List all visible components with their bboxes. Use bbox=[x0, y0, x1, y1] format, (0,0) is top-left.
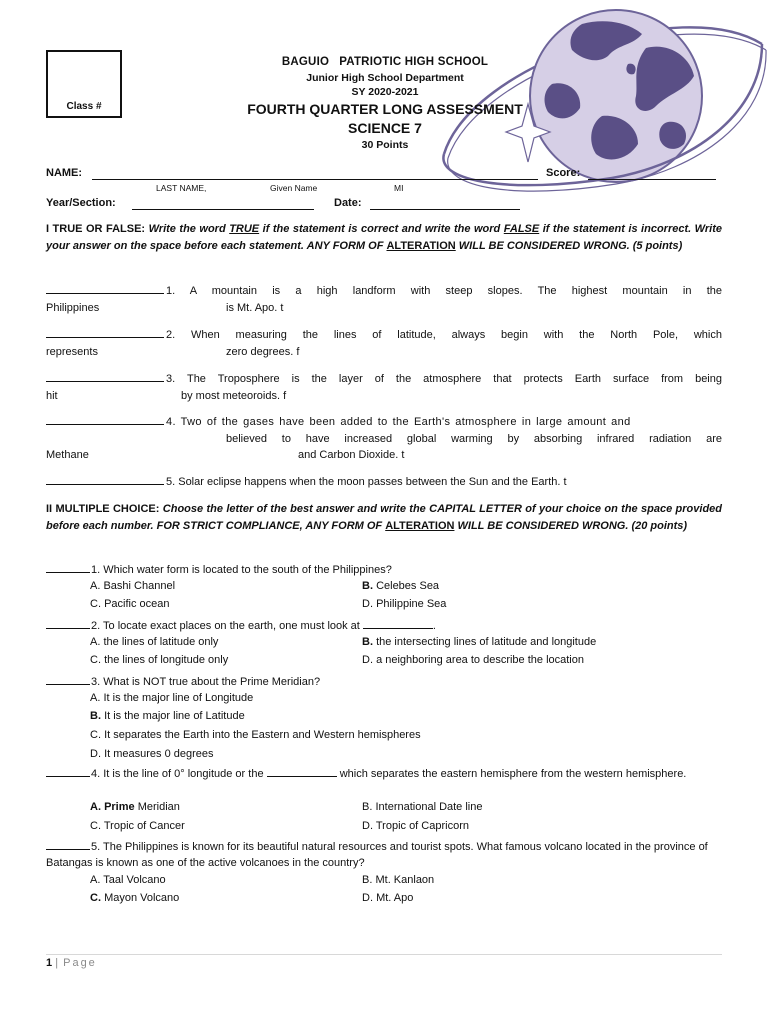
option-a bbox=[90, 692, 253, 704]
option-a bbox=[90, 580, 175, 592]
option-text: Meridian bbox=[137, 801, 180, 813]
last-name-hint: LAST NAME, bbox=[156, 183, 207, 193]
date-field[interactable] bbox=[370, 209, 520, 210]
answer-blank[interactable] bbox=[46, 619, 90, 629]
option-d bbox=[362, 892, 413, 904]
part1-inst-c: if the statement is incorrect. Write your answer on the space before each statement. ANY FORM OF bbox=[46, 223, 722, 252]
option-text: International Date line bbox=[375, 801, 483, 813]
tf-item-text-cont: Methane bbox=[46, 449, 89, 461]
tf-item-text-cont: and Carbon Dioxide. t bbox=[298, 449, 405, 461]
option-d bbox=[362, 820, 469, 832]
given-name-hint: Given Name bbox=[270, 183, 318, 193]
tf-item-text-cont: by most meteoroids. f bbox=[181, 389, 287, 402]
part2-inst-a: Choose the letter of the best answer and write the CAPITAL LETTER of your choice on the space provided before each number. FOR STRICT COMPLIANCE, ANY FORM OF bbox=[46, 503, 722, 532]
option-b bbox=[362, 801, 482, 813]
part1-inst-a: Write the word bbox=[148, 223, 226, 235]
option-letter: C. bbox=[90, 892, 101, 904]
page-label: Page bbox=[63, 957, 97, 969]
mc-question-3 bbox=[46, 674, 722, 690]
question-text: . bbox=[432, 620, 436, 632]
option-letter: D. bbox=[362, 654, 373, 666]
option-text: Mt. Apo bbox=[376, 892, 414, 904]
question-text: 2. To locate exact places on the earth, one must look at bbox=[91, 620, 360, 632]
option-text-bold: Prime bbox=[104, 801, 135, 813]
option-letter: D. bbox=[362, 598, 373, 610]
option-letter: B. bbox=[362, 874, 373, 886]
false-word: FALSE bbox=[503, 223, 540, 235]
name-field[interactable] bbox=[92, 179, 538, 180]
page-separator: | bbox=[55, 957, 61, 969]
school-name: BAGUIO PATRIOTIC HIGH SCHOOL bbox=[281, 56, 489, 68]
school-year: SY 2020-2021 bbox=[351, 86, 419, 98]
option-c bbox=[90, 598, 170, 610]
tf-item-text: 1. A mountain is a high landform with steep slopes. The highest mountain in the bbox=[166, 285, 722, 297]
answer-blank[interactable] bbox=[46, 475, 164, 485]
answer-blank[interactable] bbox=[46, 675, 90, 685]
true-word: TRUE bbox=[229, 223, 260, 235]
mc-question-1 bbox=[46, 562, 722, 578]
option-d bbox=[362, 654, 584, 666]
answer-blank[interactable] bbox=[46, 767, 90, 777]
option-letter: B. bbox=[362, 580, 373, 592]
part2-alteration: ALTERATION bbox=[385, 519, 455, 532]
option-c bbox=[90, 892, 179, 904]
option-text: the lines of latitude only bbox=[103, 636, 219, 648]
middle-initial-hint: MI bbox=[394, 183, 404, 193]
score-label: Score: bbox=[546, 167, 581, 179]
option-d bbox=[90, 748, 214, 760]
option-text: It separates the Earth into the Eastern and Western hemispheres bbox=[104, 729, 421, 741]
part2-inst-b: WILL BE CONSIDERED WRONG. (20 points) bbox=[457, 519, 688, 532]
tf-item-2 bbox=[46, 327, 722, 360]
name-label: NAME: bbox=[46, 167, 83, 179]
part2-heading: II MULTIPLE CHOICE: bbox=[46, 503, 160, 515]
option-a bbox=[90, 801, 180, 813]
part1-inst-b: if the statement is correct and write the word bbox=[262, 223, 501, 235]
option-letter: C. bbox=[90, 598, 101, 610]
question-text: 3. What is NOT true about the Prime Meridian? bbox=[91, 676, 321, 688]
tf-item-4 bbox=[46, 414, 722, 464]
page-number: 1 bbox=[46, 957, 53, 969]
tf-item-text: 3. The Troposphere is the layer of the atmosphere that protects Earth surface from being bbox=[166, 373, 722, 385]
class-number-label: Class # bbox=[66, 101, 102, 112]
option-b bbox=[362, 874, 434, 886]
option-letter: A. bbox=[90, 692, 101, 704]
date-label: Date: bbox=[334, 197, 362, 209]
inline-blank bbox=[363, 619, 433, 629]
year-section-field[interactable] bbox=[132, 209, 314, 210]
option-b bbox=[362, 636, 596, 648]
tf-item-text: 5. Solar eclipse happens when the moon passes between the Sun and the Earth. t bbox=[166, 476, 567, 488]
option-c bbox=[90, 820, 185, 832]
department: Junior High School Department bbox=[306, 72, 464, 84]
tf-item-text-cont: represents bbox=[46, 345, 98, 358]
tf-item-1 bbox=[46, 283, 722, 316]
option-text: It is the major line of Latitude bbox=[104, 710, 245, 722]
option-b bbox=[90, 710, 245, 722]
total-points: 30 Points bbox=[361, 139, 409, 151]
option-text: the lines of longitude only bbox=[104, 654, 229, 666]
option-letter: B. bbox=[90, 710, 101, 722]
tf-item-text: 4. Two of the gases have been added to the Earth's atmosphere in large amount and bbox=[166, 416, 631, 428]
option-text: a neighboring area to describe the location bbox=[376, 654, 584, 666]
option-text: Celebes Sea bbox=[376, 580, 440, 592]
part1-instructions bbox=[46, 221, 722, 254]
answer-blank[interactable] bbox=[46, 563, 90, 573]
option-text: Tropic of Cancer bbox=[103, 820, 185, 832]
option-letter: B. bbox=[362, 801, 373, 813]
tf-item-text-cont: Philippines bbox=[46, 301, 100, 314]
footer-divider bbox=[46, 954, 722, 955]
option-letter: A. bbox=[90, 580, 101, 592]
question-text: 5. The Philippines is known for its beautiful natural resources and tourist spots. What famous volcano located in the province of Batangas is known as one of the active volcanoes in the country? bbox=[46, 841, 708, 869]
option-letter: C. bbox=[90, 729, 101, 741]
option-letter: B. bbox=[362, 636, 373, 648]
option-text: Mt. Kanlaon bbox=[375, 874, 435, 886]
option-text: Mayon Volcano bbox=[104, 892, 180, 904]
option-c bbox=[90, 729, 421, 741]
option-c bbox=[90, 654, 228, 666]
tf-item-5 bbox=[46, 474, 722, 491]
option-letter: D. bbox=[362, 892, 373, 904]
option-text: It is the major line of Longitude bbox=[103, 692, 254, 704]
answer-blank[interactable] bbox=[46, 328, 164, 338]
answer-blank[interactable] bbox=[46, 284, 164, 294]
part1-heading: I TRUE OR FALSE: bbox=[46, 223, 146, 235]
option-letter: D. bbox=[90, 748, 101, 760]
option-a bbox=[90, 636, 218, 648]
mc-question-4 bbox=[46, 766, 722, 782]
option-b bbox=[362, 580, 439, 592]
part1-alteration: ALTERATION bbox=[386, 239, 456, 252]
part2-instructions bbox=[46, 501, 722, 534]
option-letter: A. bbox=[90, 801, 101, 813]
option-d bbox=[362, 598, 446, 610]
tf-item-text-cont: is Mt. Apo. t bbox=[226, 301, 284, 314]
option-letter: A. bbox=[90, 636, 101, 648]
option-letter: A. bbox=[90, 874, 101, 886]
option-text: Tropic of Capricorn bbox=[375, 820, 469, 832]
answer-blank[interactable] bbox=[46, 840, 90, 850]
tf-item-text-cont: hit bbox=[46, 389, 58, 402]
option-letter: C. bbox=[90, 654, 101, 666]
option-letter: C. bbox=[90, 820, 101, 832]
question-text: which separates the eastern hemisphere from the western hemisphere. bbox=[339, 768, 687, 780]
page-footer bbox=[46, 957, 97, 969]
option-text: Pacific ocean bbox=[104, 598, 170, 610]
tf-item-3 bbox=[46, 371, 722, 404]
option-text: Philippine Sea bbox=[376, 598, 447, 610]
question-text: 1. Which water form is located to the south of the Philippines? bbox=[91, 564, 392, 576]
part1-inst-d: WILL BE CONSIDERED WRONG. (5 points) bbox=[458, 239, 683, 252]
mc-question-5 bbox=[46, 839, 722, 871]
answer-blank[interactable] bbox=[46, 372, 164, 382]
option-letter: D. bbox=[362, 820, 373, 832]
answer-blank[interactable] bbox=[46, 415, 164, 425]
score-field[interactable] bbox=[588, 179, 716, 180]
subject: SCIENCE 7 bbox=[348, 120, 422, 136]
option-a bbox=[90, 874, 166, 886]
tf-item-text: 2. When measuring the lines of latitude, always begin with the North Pole, which bbox=[166, 329, 722, 341]
inline-blank bbox=[267, 767, 337, 777]
option-text: It measures 0 degrees bbox=[104, 748, 214, 760]
option-text: the intersecting lines of latitude and longitude bbox=[376, 636, 597, 648]
tf-item-text-cont: believed to have increased global warming by absorbing infrared radiation are bbox=[226, 432, 722, 445]
option-text: Bashi Channel bbox=[103, 580, 176, 592]
mc-question-2 bbox=[46, 618, 722, 634]
tf-item-text-cont: zero degrees. f bbox=[226, 345, 300, 358]
question-text: 4. It is the line of 0° longitude or the bbox=[91, 768, 264, 780]
assessment-title: FOURTH QUARTER LONG ASSESSMENT bbox=[247, 101, 523, 117]
option-text: Taal Volcano bbox=[103, 874, 166, 886]
year-section-label: Year/Section: bbox=[46, 197, 116, 209]
class-number-box bbox=[46, 50, 122, 118]
